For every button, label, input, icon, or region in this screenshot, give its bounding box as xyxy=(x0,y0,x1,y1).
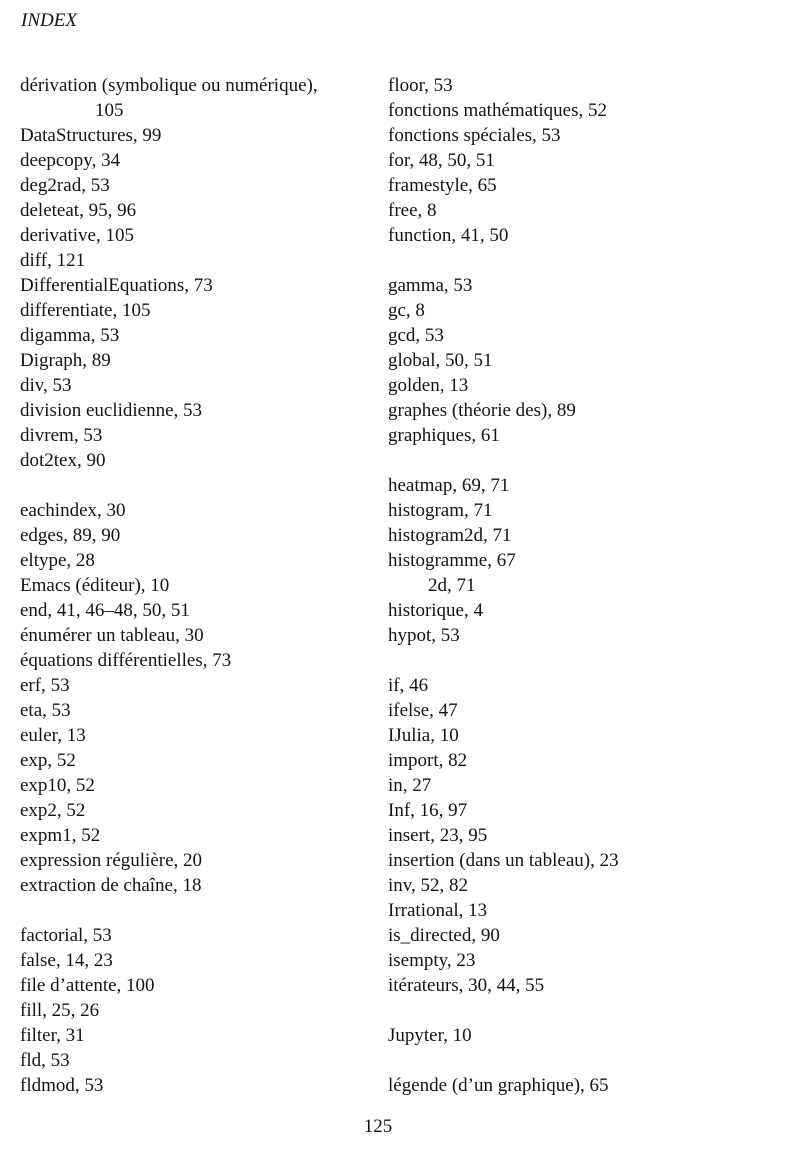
index-entry: derivative, 105 xyxy=(20,225,134,246)
index-entry: golden, 13 xyxy=(388,375,469,396)
index-entry: division euclidienne, 53 xyxy=(20,400,203,421)
index-entry: in, 27 xyxy=(388,775,432,796)
index-entry: isempty, 23 xyxy=(388,950,476,971)
index-entry: Irrational, 13 xyxy=(388,900,488,921)
index-entry: heatmap, 69, 71 xyxy=(388,475,510,496)
index-entry: diff, 121 xyxy=(20,250,86,271)
index-entry: historique, 4 xyxy=(388,600,483,621)
index-entry: dérivation (symbolique ou numérique), xyxy=(20,75,318,96)
index-entry: deleteat, 95, 96 xyxy=(20,200,137,221)
index-entry: légende (d’un graphique), 65 xyxy=(388,1075,609,1096)
page-number: 125 xyxy=(363,1116,393,1137)
index-group-gap xyxy=(20,473,382,498)
index-entry: differentiate, 105 xyxy=(20,300,151,321)
index-group-gap xyxy=(388,998,788,1023)
index-entry: équations différentielles, 73 xyxy=(20,650,232,671)
index-entry: fonctions mathématiques, 52 xyxy=(388,100,607,121)
index-entry: for, 48, 50, 51 xyxy=(388,150,495,171)
index-entry: deepcopy, 34 xyxy=(20,150,121,171)
index-entry: 2d, 71 xyxy=(428,575,476,596)
index-entry: fldmod, 53 xyxy=(20,1075,104,1096)
index-entry: dot2tex, 90 xyxy=(20,450,106,471)
index-entry: gcd, 53 xyxy=(388,325,444,346)
index-entry: false, 14, 23 xyxy=(20,950,113,971)
index-entry: filter, 31 xyxy=(20,1025,85,1046)
index-entry: fonctions spéciales, 53 xyxy=(388,125,561,146)
index-entry: gamma, 53 xyxy=(388,275,473,296)
index-entry: extraction de chaîne, 18 xyxy=(20,875,202,896)
index-left-column xyxy=(20,73,382,1098)
index-entry: expression régulière, 20 xyxy=(20,850,203,871)
index-entry: gc, 8 xyxy=(388,300,425,321)
index-entry: end, 41, 46–48, 50, 51 xyxy=(20,600,190,621)
index-entry: insert, 23, 95 xyxy=(388,825,488,846)
index-entry: Emacs (éditeur), 10 xyxy=(20,575,170,596)
index-entry: histogram, 71 xyxy=(388,500,493,521)
index-entry: fill, 25, 26 xyxy=(20,1000,100,1021)
index-entry: function, 41, 50 xyxy=(388,225,509,246)
index-entry: eachindex, 30 xyxy=(20,500,126,521)
index-entry: if, 46 xyxy=(388,675,429,696)
index-entry: edges, 89, 90 xyxy=(20,525,121,546)
index-entry: import, 82 xyxy=(388,750,468,771)
index-entry: Digraph, 89 xyxy=(20,350,111,371)
index-group-gap xyxy=(20,898,382,923)
index-entry: file d’attente, 100 xyxy=(20,975,155,996)
index-entry: insertion (dans un tableau), 23 xyxy=(388,850,619,871)
index-entry: floor, 53 xyxy=(388,75,453,96)
index-entry: graphiques, 61 xyxy=(388,425,500,446)
index-group-gap xyxy=(388,248,788,273)
index-entry: itérateurs, 30, 44, 55 xyxy=(388,975,545,996)
index-entry: inv, 52, 82 xyxy=(388,875,469,896)
index-group-gap xyxy=(388,448,788,473)
index-entry: free, 8 xyxy=(388,200,437,221)
index-entry: Jupyter, 10 xyxy=(388,1025,472,1046)
index-entry: hypot, 53 xyxy=(388,625,460,646)
index-entry: deg2rad, 53 xyxy=(20,175,110,196)
index-entry: graphes (théorie des), 89 xyxy=(388,400,576,421)
index-entry: expm1, 52 xyxy=(20,825,101,846)
index-entry: 105 xyxy=(95,100,124,121)
index-entry: divrem, 53 xyxy=(20,425,103,446)
index-entry: framestyle, 65 xyxy=(388,175,497,196)
index-entry: euler, 13 xyxy=(20,725,86,746)
index-entry: histogramme, 67 xyxy=(388,550,516,571)
index-entry: is_directed, 90 xyxy=(388,925,500,946)
index-entry: DifferentialEquations, 73 xyxy=(20,275,213,296)
index-group-gap xyxy=(388,648,788,673)
index-entry: exp10, 52 xyxy=(20,775,95,796)
index-entry: global, 50, 51 xyxy=(388,350,493,371)
index-entry: ifelse, 47 xyxy=(388,700,458,721)
index-entry: DataStructures, 99 xyxy=(20,125,162,146)
index-entry: fld, 53 xyxy=(20,1050,70,1071)
index-entry: histogram2d, 71 xyxy=(388,525,512,546)
running-header: INDEX xyxy=(21,10,77,31)
index-entry: digamma, 53 xyxy=(20,325,120,346)
index-entry: exp2, 52 xyxy=(20,800,86,821)
index-entry: IJulia, 10 xyxy=(388,725,459,746)
index-entry: eltype, 28 xyxy=(20,550,95,571)
index-entry: factorial, 53 xyxy=(20,925,112,946)
index-group-gap xyxy=(388,1048,788,1073)
index-entry: exp, 52 xyxy=(20,750,76,771)
index-right-column xyxy=(388,73,788,1098)
index-entry: Inf, 16, 97 xyxy=(388,800,468,821)
index-entry: eta, 53 xyxy=(20,700,71,721)
index-entry: div, 53 xyxy=(20,375,72,396)
index-entry: énumérer un tableau, 30 xyxy=(20,625,204,646)
index-entry: erf, 53 xyxy=(20,675,70,696)
